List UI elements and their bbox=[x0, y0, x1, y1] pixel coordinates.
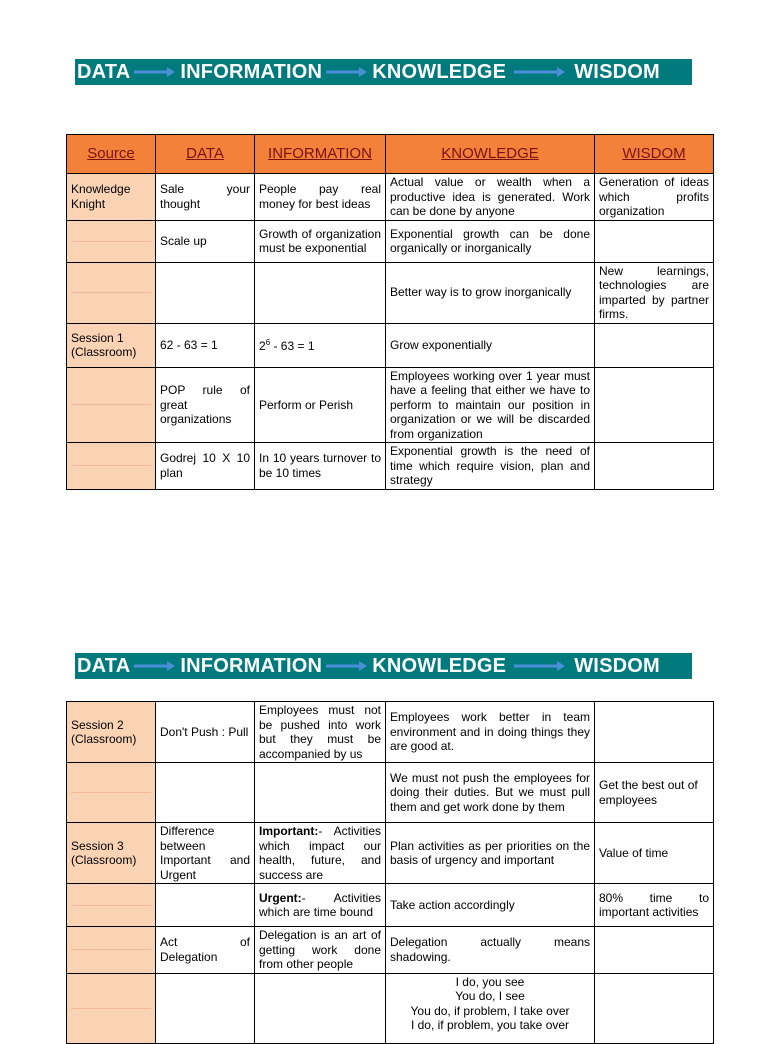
delegation-step-line: You do, if problem, I take over bbox=[410, 1003, 570, 1018]
data-cell bbox=[156, 973, 255, 1043]
dikw-banner-bottom bbox=[75, 653, 692, 679]
data-cell: POP rule of great organizations bbox=[156, 367, 255, 443]
wisdom-cell: Value of time bbox=[595, 823, 714, 884]
data-cell bbox=[156, 262, 255, 323]
source-placeholder-line bbox=[71, 292, 151, 293]
table-row bbox=[67, 763, 714, 823]
banner-word-information: INFORMATION bbox=[180, 654, 323, 677]
dikw-table-1 bbox=[66, 134, 714, 490]
wisdom-cell bbox=[595, 927, 714, 974]
information-cell bbox=[255, 763, 386, 823]
knowledge-cell: Take action accordingly bbox=[386, 884, 595, 927]
wisdom-cell bbox=[595, 702, 714, 763]
knowledge-cell bbox=[386, 973, 595, 1043]
source-placeholder-line bbox=[71, 949, 151, 950]
knowledge-cell: Employees work better in team environment and in doing things they are good at. bbox=[386, 702, 595, 763]
important-label: Important: bbox=[259, 824, 319, 838]
source-cell: Session 2 (Classroom) bbox=[67, 702, 156, 763]
wisdom-cell: Generation of ideas which profits organization bbox=[595, 174, 714, 221]
information-cell: People pay real money for best ideas bbox=[255, 174, 386, 221]
data-cell bbox=[156, 884, 255, 927]
knowledge-cell: Exponential growth is the need of time which require vision, plan and strategy bbox=[386, 443, 595, 490]
source-cell bbox=[67, 220, 156, 262]
knowledge-cell: We must not push the employees for doing their duties. But we must pull them and get work done by them bbox=[386, 763, 595, 823]
source-cell bbox=[67, 884, 156, 927]
data-cell: Act of Delegation bbox=[156, 927, 255, 974]
banner-word-knowledge: KNOWLEDGE bbox=[372, 654, 507, 677]
column-header-wisdom: WISDOM bbox=[595, 135, 714, 174]
wisdom-cell: New learnings, technologies are imparted by partner firms. bbox=[595, 262, 714, 323]
delegation-step-line: I do, if problem, you take over bbox=[410, 1018, 570, 1032]
knowledge-cell: Grow exponentially bbox=[386, 323, 595, 367]
table-row bbox=[67, 367, 714, 443]
table-header-row bbox=[67, 135, 714, 174]
important-text: - Activities which impact our health, future, and success are bbox=[259, 824, 381, 882]
wisdom-cell bbox=[595, 367, 714, 443]
information-cell bbox=[255, 973, 386, 1043]
table-row bbox=[67, 220, 714, 262]
right-arrow-icon bbox=[326, 66, 368, 78]
source-cell bbox=[67, 367, 156, 443]
power-remainder: - 63 = 1 bbox=[270, 339, 315, 354]
information-cell bbox=[255, 262, 386, 323]
data-cell: 62 - 63 = 1 bbox=[156, 323, 255, 367]
data-cell: Sale your thought bbox=[156, 174, 255, 221]
source-cell: Knowledge Knight bbox=[67, 174, 156, 221]
table-row bbox=[67, 884, 714, 927]
right-arrow-icon bbox=[514, 66, 566, 78]
banner-word-wisdom: WISDOM bbox=[574, 60, 660, 83]
banner-word-knowledge: KNOWLEDGE bbox=[372, 60, 507, 83]
wisdom-cell bbox=[595, 220, 714, 262]
column-header-data: DATA bbox=[156, 135, 255, 174]
wisdom-cell: Get the best out of employees bbox=[595, 763, 714, 823]
urgent-text: - Activities which are time bound bbox=[259, 890, 381, 919]
source-cell bbox=[67, 262, 156, 323]
wisdom-cell: 80% time to important activities bbox=[595, 884, 714, 927]
table-row bbox=[67, 323, 714, 367]
right-arrow-icon bbox=[514, 660, 566, 672]
banner-word-data: DATA bbox=[77, 654, 131, 677]
knowledge-cell: Plan activities as per priorities on the basis of urgency and important bbox=[386, 823, 595, 884]
information-cell: Perform or Perish bbox=[255, 367, 386, 443]
information-cell bbox=[255, 823, 386, 884]
dikw-banner-top bbox=[75, 59, 692, 85]
source-placeholder-line bbox=[71, 1008, 151, 1009]
banner-word-information: INFORMATION bbox=[180, 60, 323, 83]
information-cell bbox=[255, 323, 386, 367]
source-placeholder-line bbox=[71, 465, 151, 466]
data-cell: Godrej 10 X 10 plan bbox=[156, 443, 255, 490]
power-base: 2 bbox=[259, 339, 266, 354]
table-row bbox=[67, 973, 714, 1043]
wisdom-cell bbox=[595, 323, 714, 367]
source-placeholder-line bbox=[71, 404, 151, 405]
delegation-step-line: You do, I see bbox=[455, 989, 525, 1003]
banner-word-wisdom: WISDOM bbox=[574, 654, 660, 677]
source-placeholder-line bbox=[71, 905, 151, 906]
urgent-label: Urgent: bbox=[259, 890, 302, 905]
source-cell bbox=[67, 973, 156, 1043]
wisdom-cell bbox=[595, 443, 714, 490]
information-cell bbox=[255, 884, 386, 927]
table-row bbox=[67, 174, 714, 221]
source-placeholder-line bbox=[71, 241, 151, 242]
table-row bbox=[67, 262, 714, 323]
data-cell bbox=[156, 763, 255, 823]
delegation-step-line: I do, you see bbox=[455, 974, 525, 989]
right-arrow-icon bbox=[134, 660, 176, 672]
table-row bbox=[67, 823, 714, 884]
knowledge-cell: Exponential growth can be done organically or inorganically bbox=[386, 220, 595, 262]
information-cell: Delegation is an art of getting work done from other people bbox=[255, 927, 386, 974]
data-cell: Scale up bbox=[156, 220, 255, 262]
data-cell: Don't Push : Pull bbox=[156, 702, 255, 763]
column-header-knowledge: KNOWLEDGE bbox=[386, 135, 595, 174]
data-cell: Difference between Important and Urgent bbox=[156, 823, 255, 884]
knowledge-cell: Actual value or wealth when a productive idea is generated. Work can be done by anyone bbox=[386, 174, 595, 221]
column-header-source: Source bbox=[67, 135, 156, 174]
information-cell: In 10 years turnover to be 10 times bbox=[255, 443, 386, 490]
table-row bbox=[67, 702, 714, 763]
column-header-information: INFORMATION bbox=[255, 135, 386, 174]
knowledge-cell: Delegation actually means shadowing. bbox=[386, 927, 595, 974]
right-arrow-icon bbox=[134, 66, 176, 78]
source-cell bbox=[67, 927, 156, 974]
wisdom-cell bbox=[595, 973, 714, 1043]
source-cell: Session 3 (Classroom) bbox=[67, 823, 156, 884]
information-cell: Employees must not be pushed into work but they must be accompanied by us bbox=[255, 702, 386, 763]
source-cell bbox=[67, 763, 156, 823]
source-cell bbox=[67, 443, 156, 490]
table-row bbox=[67, 443, 714, 490]
dikw-table-2 bbox=[66, 701, 714, 1044]
knowledge-cell: Employees working over 1 year must have a feeling that either we have to perform to maintain our position in organization or we will be discarded from organization bbox=[386, 367, 595, 443]
table-row bbox=[67, 927, 714, 974]
power-exponent: 6 bbox=[265, 338, 271, 348]
knowledge-cell: Better way is to grow inorganically bbox=[386, 262, 595, 323]
source-placeholder-line bbox=[71, 792, 151, 793]
source-cell: Session 1 (Classroom) bbox=[67, 323, 156, 367]
right-arrow-icon bbox=[326, 660, 368, 672]
banner-word-data: DATA bbox=[77, 60, 131, 83]
information-cell: Growth of organization must be exponential bbox=[255, 220, 386, 262]
